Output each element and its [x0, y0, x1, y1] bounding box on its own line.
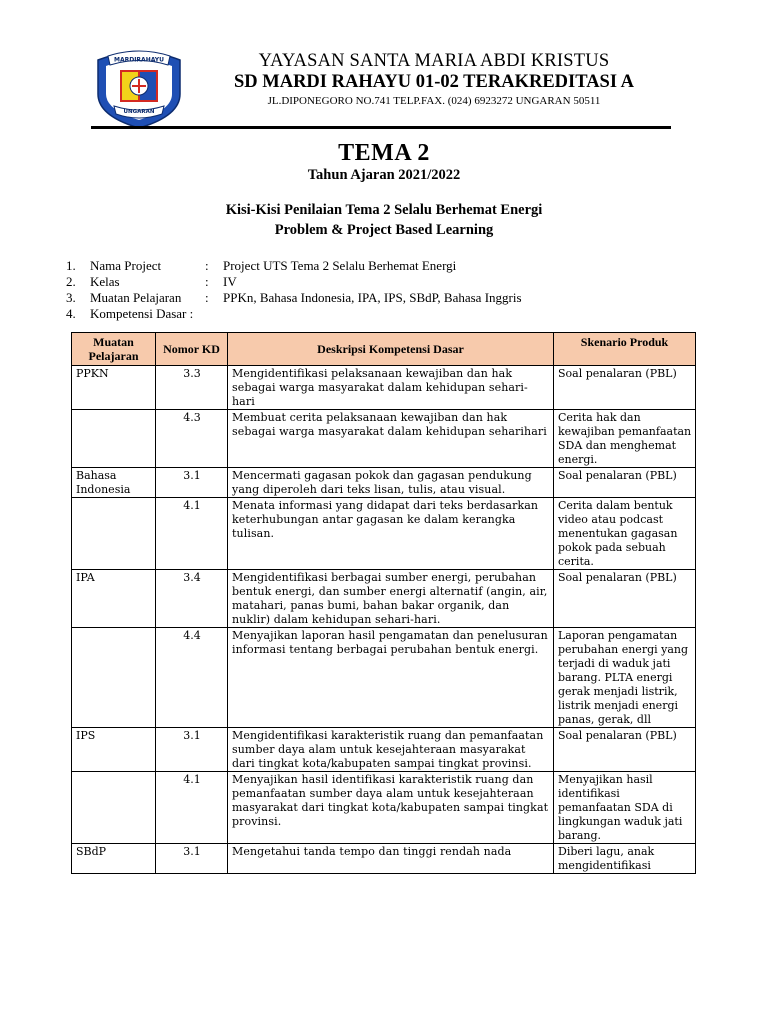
cell-description: Mengidentifikasi pelaksanaan kewajiban dan hak sebagai warga masyarakat dalam kehidupan sehari-hari	[228, 366, 554, 410]
table-row	[72, 468, 696, 498]
cell-product: Laporan pengamatan perubahan energi yang terjadi di waduk jati barang. PLTA energi gerak menjadi listrik, listrik menjadi energi panas, gerak, dll	[554, 628, 696, 728]
info-number: 1.	[66, 258, 76, 273]
cell-subject	[72, 410, 156, 468]
cell-subject	[72, 498, 156, 570]
cell-product: Soal penalaran (PBL)	[554, 468, 696, 498]
cell-description: Mengetahui tanda tempo dan tinggi rendah nada	[228, 844, 554, 874]
info-label: Muatan Pelajaran	[90, 290, 182, 305]
info-separator: :	[205, 258, 209, 273]
cell-product: Menyajikan hasil identifikasi pemanfaatan SDA di lingkungan waduk jati barang.	[554, 772, 696, 844]
school-address: JL.DIPONEGORO NO.741 TELP.FAX. (024) 6923272 UNGARAN 50511	[267, 95, 601, 107]
cell-product: Diberi lagu, anak mengidentifikasi	[554, 844, 696, 874]
info-value: Project UTS Tema 2 Selalu Berhemat Energi	[223, 258, 457, 273]
kompetensi-dasar-table	[71, 332, 696, 874]
cell-product: Soal penalaran (PBL)	[554, 570, 696, 628]
info-value: PPKn, Bahasa Indonesia, IPA, IPS, SBdP, Bahasa Inggris	[223, 290, 522, 305]
cell-kd: 3.3	[156, 366, 228, 410]
table-header-row	[72, 333, 696, 366]
foundation-name: YAYASAN SANTA MARIA ABDI KRISTUS	[258, 51, 610, 71]
table-row	[72, 772, 696, 844]
table-row	[72, 844, 696, 874]
table-row	[72, 498, 696, 570]
info-number: 4.	[66, 306, 76, 321]
info-number: 2.	[66, 274, 76, 289]
cell-description: Mencermati gagasan pokok dan gagasan pendukung yang diperoleh dari teks lisan, tulis, atau visual.	[228, 468, 554, 498]
cell-subject: IPS	[72, 728, 156, 772]
info-separator: :	[205, 290, 209, 305]
header-muatan-pelajaran: Muatan Pelajaran	[72, 333, 156, 366]
table-row	[72, 366, 696, 410]
cell-kd: 3.4	[156, 570, 228, 628]
info-number: 3.	[66, 290, 76, 305]
cell-product: Cerita dalam bentuk video atau podcast menentukan gagasan pokok pada sebuah cerita.	[554, 498, 696, 570]
cell-description: Menyajikan hasil identifikasi karakteristik ruang dan pemanfaatan sumber daya alam untuk kesejahteraan masyarakat dari tingkat kota/kabupaten sampai tingkat provinsi.	[228, 772, 554, 844]
table-row	[72, 570, 696, 628]
header-divider	[91, 126, 671, 129]
table-row	[72, 410, 696, 468]
subtitle-2: Problem & Project Based Learning	[274, 222, 494, 238]
cell-subject: IPA	[72, 570, 156, 628]
cell-description: Mengidentifikasi berbagai sumber energi, perubahan bentuk energi, dan sumber energi alternatif (angin, air, matahari, panas bumi, bahan bakar organik, dan nuklir) dalam kehidupan sehari-hari.	[228, 570, 554, 628]
cell-subject	[72, 772, 156, 844]
school-logo	[92, 44, 186, 130]
cell-kd: 3.1	[156, 468, 228, 498]
logo-top-text: MARDIRAHAYU	[113, 56, 165, 64]
info-separator: :	[205, 274, 209, 289]
page-title: TEMA 2	[338, 140, 430, 166]
table-row	[72, 728, 696, 772]
table-row	[72, 628, 696, 728]
cell-kd: 3.1	[156, 844, 228, 874]
info-value: IV	[223, 274, 237, 289]
subtitle-1: Kisi-Kisi Penilaian Tema 2 Selalu Berhemat Energi	[225, 202, 543, 218]
cell-subject	[72, 628, 156, 728]
school-year: Tahun Ajaran 2021/2022	[307, 167, 461, 183]
logo-bottom-text: UNGARAN	[123, 109, 155, 115]
cell-kd: 4.1	[156, 498, 228, 570]
cell-product: Cerita hak dan kewajiban pemanfaatan SDA dan menghemat energi.	[554, 410, 696, 468]
cell-product: Soal penalaran (PBL)	[554, 728, 696, 772]
cell-kd: 4.3	[156, 410, 228, 468]
cell-subject: SBdP	[72, 844, 156, 874]
school-name: SD MARDI RAHAYU 01-02 TERAKREDITASI A	[233, 72, 635, 92]
header-skenario-produk: Skenario Produk	[554, 333, 696, 366]
cell-description: Menyajikan laporan hasil pengamatan dan penelusuran informasi tentang berbagai perubahan bentuk energi.	[228, 628, 554, 728]
header-deskripsi-kd: Deskripsi Kompetensi Dasar	[228, 333, 554, 366]
info-label: Nama Project	[90, 258, 162, 273]
header-nomor-kd: Nomor KD	[156, 333, 228, 366]
cell-subject: Bahasa Indonesia	[72, 468, 156, 498]
cell-subject: PPKN	[72, 366, 156, 410]
cell-kd: 4.4	[156, 628, 228, 728]
cell-product: Soal penalaran (PBL)	[554, 366, 696, 410]
cell-description: Menata informasi yang didapat dari teks berdasarkan keterhubungan antar gagasan ke dalam kerangka tulisan.	[228, 498, 554, 570]
cell-kd: 3.1	[156, 728, 228, 772]
cell-kd: 4.1	[156, 772, 228, 844]
info-label: Kelas	[90, 274, 120, 289]
cell-description: Mengidentifikasi karakteristik ruang dan pemanfaatan sumber daya alam untuk kesejahteraan masyarakat dari tingkat kota/kabupaten sampai tingkat provinsi.	[228, 728, 554, 772]
cell-description: Membuat cerita pelaksanaan kewajiban dan hak sebagai warga masyarakat dalam kehidupan seharihari	[228, 410, 554, 468]
info-label: Kompetensi Dasar :	[90, 306, 194, 321]
